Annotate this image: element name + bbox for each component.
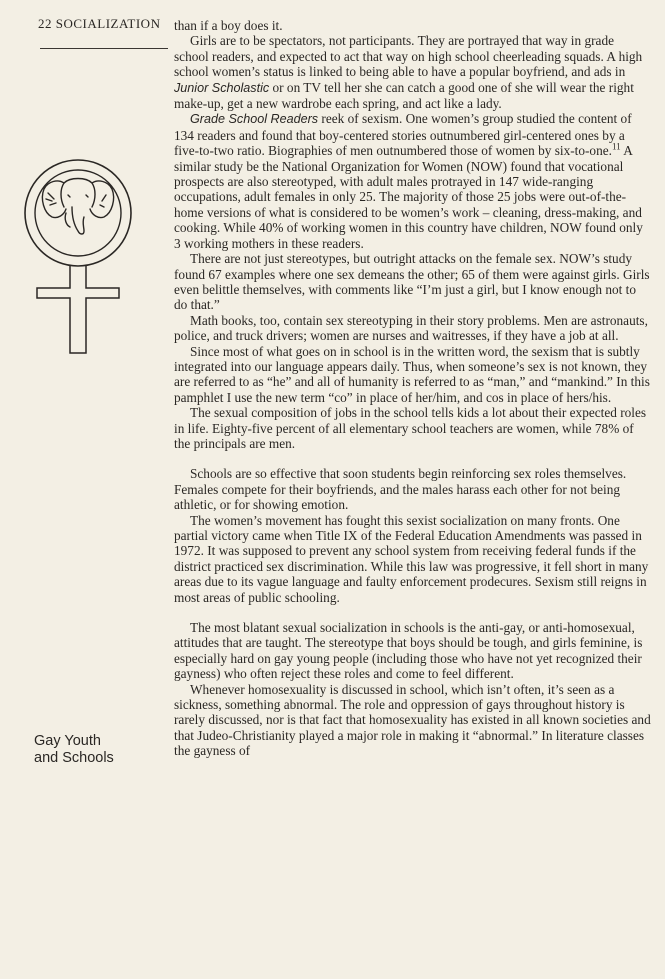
paragraph: The most blatant sexual socialization in schools is the anti-gay, or anti-homosexual, attitudes that are taught. The stereotype that boys should be tough, and girls feminine, is especially hard on gay young people (including those who have not yet recognized their gayness) who often reject these roles and come to feel different. <box>174 620 643 682</box>
paragraph <box>174 111 652 251</box>
paragraph <box>174 33 652 111</box>
venus-symbol-icon <box>18 155 138 365</box>
paragraph-text: or on TV tell her she can catch a good one of she will wear the right make-up, get a new wardrobe each spring, and act like a lady. <box>174 79 634 112</box>
paragraph: Math books, too, contain sex stereotyping in their story problems. Men are astronauts, police, and truck drivers; women are nurses and waitresses, if they have a job at all. <box>174 312 648 344</box>
sidebar-heading-line2: and Schools <box>34 750 114 766</box>
paragraph: than if a boy does it. <box>174 18 283 33</box>
paragraph: The women’s movement has fought this sexist socialization on many fronts. One partial victory came when Title IX of the Federal Education Amendments was passed in 1972. It was supposed to prevent any school system from receiving federal funds if the district practiced sex discrimination. While this law was progressive, it fell short in many areas due to its vague language and faulty enforcement prodecures. Sexism still reigns in most areas of public schooling. <box>174 512 649 605</box>
sidebar-heading-line1: Gay Youth <box>34 733 101 749</box>
paragraph: There are not just stereotypes, but outright attacks on the female sex. NOW’s study found 67 examples where one sex demeans the other; 65 of them were against girls. Girls even belittle themselves, with comments like “I’m just a girl, but I know enough not to do that.” <box>174 251 650 313</box>
paragraph: The sexual composition of jobs in the school tells kids a lot about their expected roles in life. Eighty-five percent of all elementary school teachers are women, while 78% of the principals are men. <box>174 405 647 451</box>
sidebar-heading <box>34 733 164 767</box>
paragraph-text: Girls are to be spectators, not participants. They are portrayed that way in grade school readers, and expected to act that way on high school cheerleading squads. A high school women’s status is linked to being able to have a popular boyfriend, and ads in <box>174 33 643 80</box>
elephant-icon <box>42 179 113 235</box>
footnote-ref: 11 <box>611 141 621 152</box>
publication-title: Grade School Readers <box>190 112 319 127</box>
paragraph-text: A similar study be the National Organization for Women (NOW) found that vocational prospects are also stereotyped, with adult males protrayed in 147 wide-ranging occupations, adult females in only 25. The majority of those 25 jobs were out-of-the-home versions of what is considered to be women’s work – cleaning, dress-making, and cooking. While 40% of working women in this country have children, NOW found only 3 working mothers in these readers. <box>174 143 643 251</box>
publication-title: Junior Scholastic <box>174 80 270 95</box>
paragraph: Whenever homosexuality is discussed in school, which isn’t often, it’s seen as a sickness, something abnormal. The role and oppression of gays throughout history is rarely discussed, nor is that fact that homosexuality has existed in all known societies and that Judeo-Christianity played a major role in making it “abnormal.” In literature classes the gayness of <box>174 681 651 759</box>
paragraph: Since most of what goes on in school is in the written word, the sexism that is subtly integrated into our language appears daily. Thus, when someone’s sex is not known, they are referred to as “he” and all of humanity is referred to as “man,” and “mankind.” In this pamphlet I use the new term “co” in place of her/him, and cos in place of hers/his. <box>174 343 650 405</box>
paragraph-text: reek of sexism. One women’s group studied the content of 134 readers and found that boy-centered stories outnumbered girl-centered ones by a five-to-two ratio. Biographies of men outnumbered those of women by six-to-one. <box>174 111 632 159</box>
page-header: 22 SOCIALIZATION <box>38 16 161 31</box>
header-rule <box>40 48 168 49</box>
body-text <box>174 18 652 759</box>
paragraph: Schools are so effective that soon students begin reinforcing sex roles themselves. Females compete for their boyfriends, and the males harass each other for not being athletic, or for showing emotion. <box>174 466 627 513</box>
